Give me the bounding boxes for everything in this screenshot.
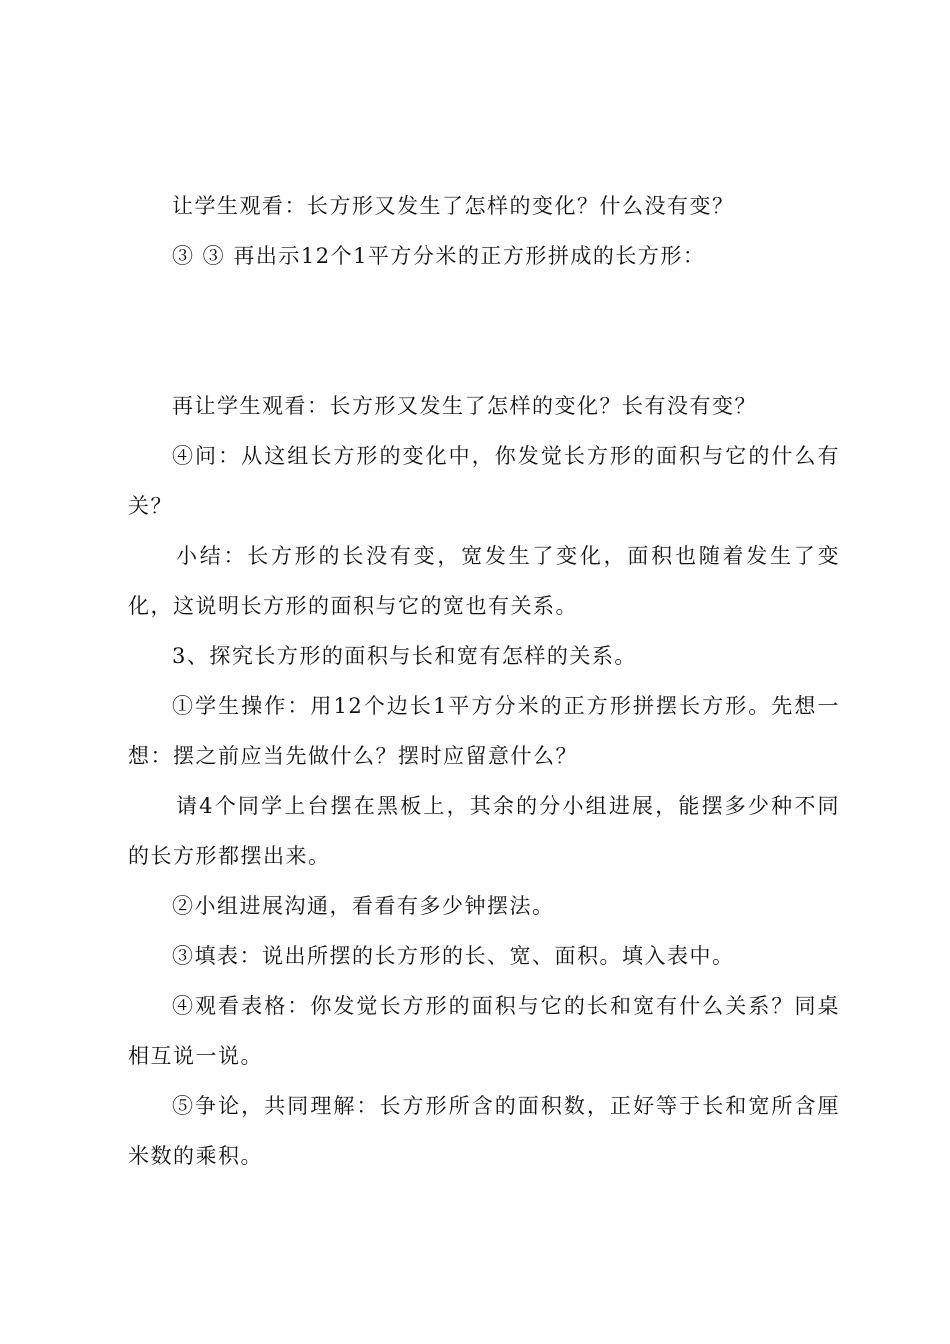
paragraph-line-3: 再让学生观看：长方形又发生了怎样的变化？长有没有变？ (172, 394, 757, 418)
paragraph-line-6: 小结：长方形的长没有变，宽发生了变化，面积也随着发生了变 (176, 544, 840, 568)
paragraph-line-14: ③填表：说出所摆的长方形的长、宽、面积。填入表中。 (172, 944, 735, 968)
paragraph-line-15: ④观看表格：你发觉长方形的面积与它的长和宽有什么关系？同桌 (172, 994, 840, 1018)
paragraph-line-11: 请4个同学上台摆在黑板上，其余的分小组进展，能摆多少种不同 (176, 794, 840, 818)
paragraph-line-10: 想：摆之前应当先做什么？摆时应留意什么？ (128, 744, 578, 768)
paragraph-line-7: 化，这说明长方形的面积与它的宽也有关系。 (128, 594, 578, 618)
section-heading: 3、探究长方形的面积与长和宽有怎样的关系。 (172, 644, 637, 668)
paragraph-line-18: 米数的乘积。 (128, 1144, 263, 1168)
paragraph-line-1: 让学生观看：长方形又发生了怎样的变化？什么没有变？ (172, 194, 735, 218)
paragraph-line-12: 的长方形都摆出来。 (128, 844, 331, 868)
paragraph-line-2: ③ ③ 再出示12个1平方分米的正方形拼成的长方形： (172, 244, 706, 268)
paragraph-line-9: ①学生操作：用12个边长1平方分米的正方形拼摆长方形。先想一 (172, 694, 840, 718)
paragraph-line-5: 关？ (128, 494, 173, 518)
paragraph-line-17: ⑤争论，共同理解：长方形所含的面积数，正好等于长和宽所含厘 (172, 1094, 840, 1118)
paragraph-line-16: 相互说一说。 (128, 1044, 263, 1068)
paragraph-line-13: ②小组进展沟通，看看有多少钟摆法。 (172, 894, 555, 918)
paragraph-line-4: ④问：从这组长方形的变化中，你发觉长方形的面积与它的什么有 (172, 444, 840, 468)
